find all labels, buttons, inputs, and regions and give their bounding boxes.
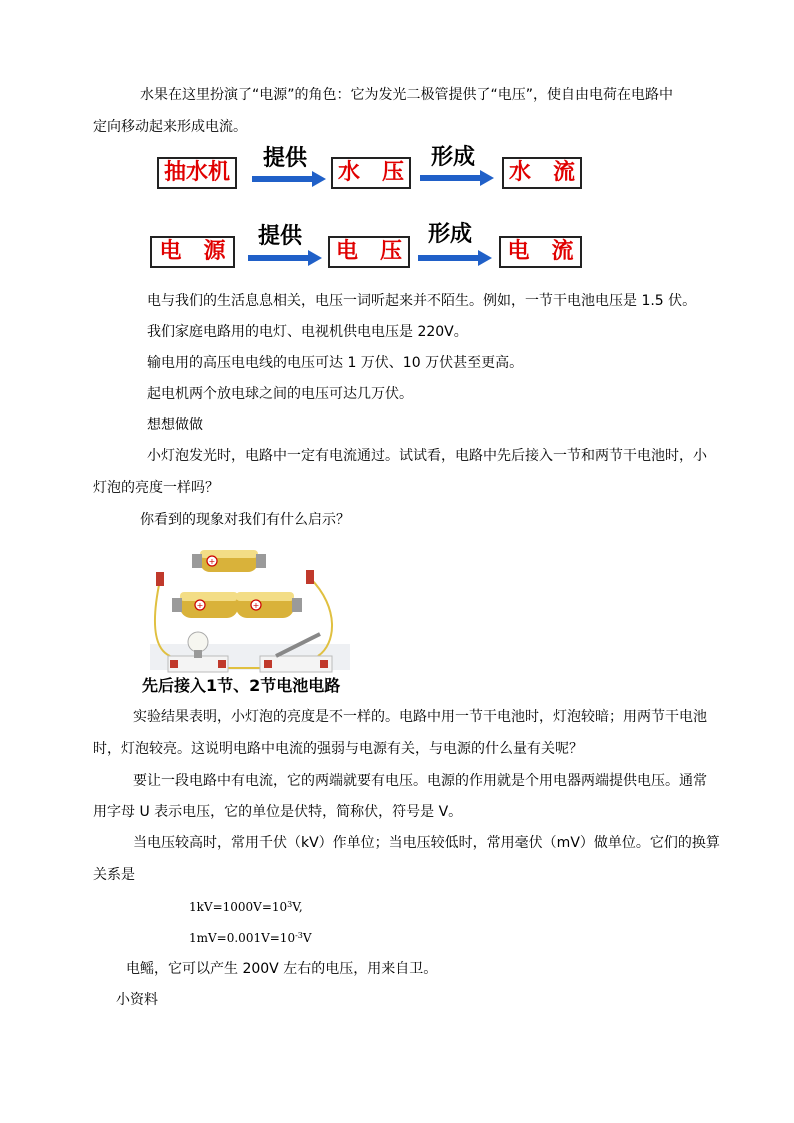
arrow-right-icon xyxy=(418,250,492,266)
para4-line1: 要让一段电路中有电流，它的两端就要有电压。电源的作用就是个用电器两端提供电压。通常 xyxy=(133,773,707,789)
formula-millivolt xyxy=(189,929,312,947)
label-provide-1: 提供 xyxy=(263,146,308,171)
para5-line1: 当电压较高时，常用千伏（kV）作单位；当电压较低时，常用毫伏（mV）做单位。它们的换算 xyxy=(133,835,720,851)
question-line: 你看到的现象对我们有什么启示？ xyxy=(140,512,350,528)
box-current: 电 流 xyxy=(499,236,582,268)
para3-line1: 实验结果表明，小灯泡的亮度是不一样的。电路中用一节干电池时，灯泡较暗；用两节干电池 xyxy=(133,709,707,725)
box-voltage: 电 压 xyxy=(328,236,410,268)
para3-line2: 时，灯泡较亮。这说明电路中电流的强弱与电源有关，与电源的什么量有关呢？ xyxy=(93,741,583,757)
para4-line2: 用字母 U 表示电压，它的单位是伏特，简称伏，符号是 V。 xyxy=(93,804,463,820)
example-line-3: 输电用的高压电电线的电压可达 1 万伏、10 万伏甚至更高。 xyxy=(147,355,524,371)
formula-kilovolt-base: 1kV=1000V=10 xyxy=(189,900,288,914)
formula-millivolt-base: 1mV=0.001V=10 xyxy=(189,931,296,945)
para1-line2: 定向移动起来形成电流。 xyxy=(93,119,247,135)
box-water-flow: 水 流 xyxy=(502,157,582,189)
box-water-pressure: 水 压 xyxy=(331,157,411,189)
formula-kilovolt-tail: V, xyxy=(292,900,303,914)
example-line-2: 我们家庭电路用的电灯、电视机供电电压是 220V。 xyxy=(147,324,468,340)
svg-text:+: + xyxy=(196,601,204,610)
figure-caption: 先后接入1节、2节电池电路 xyxy=(142,676,341,695)
svg-text:+: + xyxy=(252,601,260,610)
small-info-heading: 小资料 xyxy=(116,992,158,1008)
formula-millivolt-tail: V xyxy=(302,931,312,945)
para2-line1: 小灯泡发光时，电路中一定有电流通过。试试看，电路中先后接入一节和两节干电池时，小 xyxy=(147,448,707,464)
example-line-1: 电与我们的生活息息相关，电压一词听起来并不陌生。例如，一节干电池电压是 1.5 伏。 xyxy=(147,293,697,309)
arrow-right-icon xyxy=(420,170,494,186)
label-provide-2: 提供 xyxy=(258,224,303,249)
label-form-1: 形成 xyxy=(431,145,476,170)
formula-kilovolt-exp: 3 xyxy=(287,900,293,909)
svg-text:+: + xyxy=(208,557,216,566)
formula-millivolt-exp: -3 xyxy=(295,931,303,940)
para5-line2: 关系是 xyxy=(93,867,135,883)
para1-line1: 水果在这里扮演了“电源”的角色：它为发光二极管提供了“电压”，使自由电荷在电路中 xyxy=(140,87,674,103)
circuit-photo xyxy=(140,548,358,694)
para6-line: 电鳐，它可以产生 200V 左右的电压，用来自卫。 xyxy=(126,961,438,977)
box-pump: 抽水机 xyxy=(157,157,237,189)
section-heading-try: 想想做做 xyxy=(147,417,203,433)
box-power-source: 电 源 xyxy=(150,236,235,268)
battery-single xyxy=(192,550,266,572)
example-line-4: 起电机两个放电球之间的电压可达几万伏。 xyxy=(147,386,413,402)
label-form-2: 形成 xyxy=(428,222,473,247)
arrow-right-icon xyxy=(252,171,326,187)
para2-line2: 灯泡的亮度一样吗？ xyxy=(93,480,219,496)
arrow-right-icon xyxy=(248,250,322,266)
formula-kilovolt xyxy=(189,898,303,916)
